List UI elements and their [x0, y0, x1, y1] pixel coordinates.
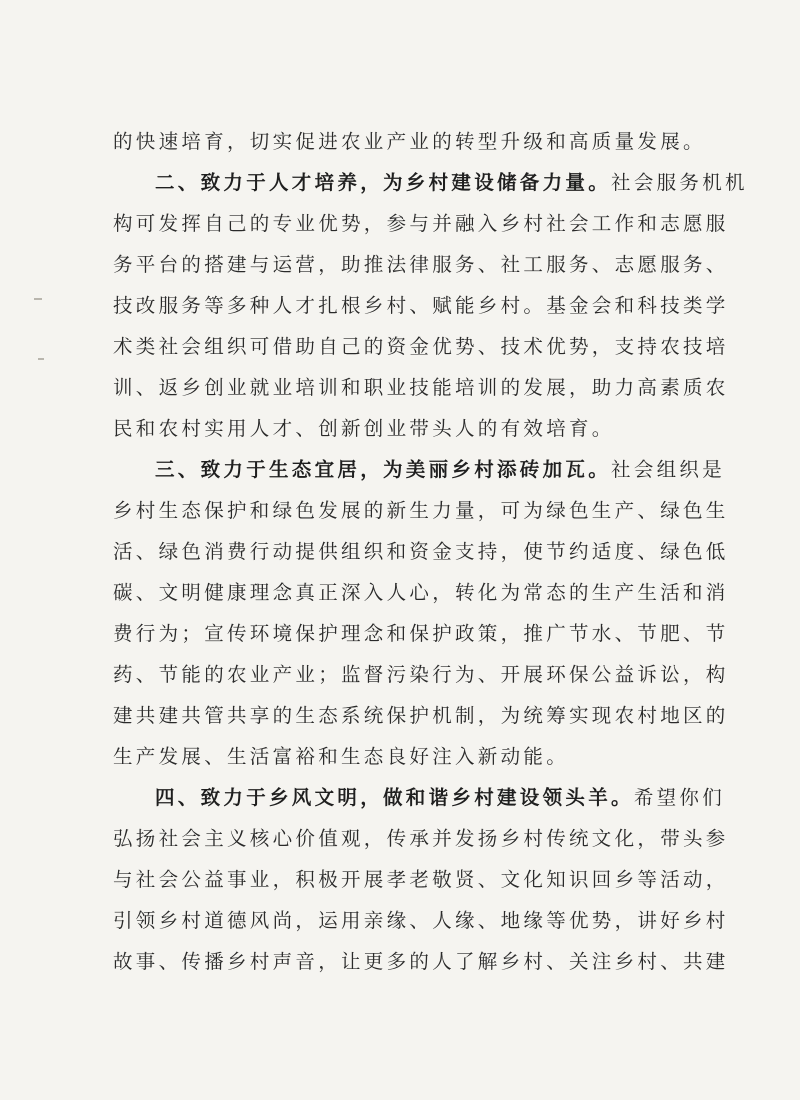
paragraph-line: 故事、传播乡村声音，让更多的人了解乡村、关注乡村、共建: [113, 950, 729, 973]
section-heading: 二、致力于人才培养，为乡村建设储备力量。: [155, 171, 612, 194]
paragraph-line: [155, 169, 748, 197]
scan-speck: [34, 298, 42, 300]
section-heading: 四、致力于乡风文明，做和谐乡村建设领头羊。: [155, 786, 634, 809]
section-lead-text: 社会服务机: [611, 171, 726, 194]
paragraph-line: 建共建共管共享的生态系统保护机制，为统筹实现农村地区的: [113, 704, 729, 727]
section-lead-text: 希望你: [633, 786, 703, 809]
paragraph-line: 生产发展、生活富裕和生态良好注入新动能。: [113, 745, 570, 768]
scan-speck: [38, 358, 44, 360]
paragraph-line: 技改服务等多种人才扎根乡村、赋能乡村。基金会和科技类学: [113, 294, 729, 317]
paragraph-line: 民和农村实用人才、创新创业带头人的有效培育。: [113, 417, 615, 440]
paragraph-line: [155, 784, 726, 812]
paragraph-line: 引领乡村道德风尚，运用亲缘、人缘、地缘等优势，讲好乡村: [113, 909, 729, 932]
line-tail: 机: [725, 171, 748, 194]
paragraph-line: 术类社会组织可借助自己的资金优势、技术优势，支持农技培: [113, 335, 729, 358]
paragraph-line: 务平台的搭建与运营，助推法律服务、社工服务、志愿服务、: [113, 253, 729, 276]
section-heading: 三、致力于生态宜居，为美丽乡村添砖加瓦。: [155, 458, 612, 481]
paragraph-line: 费行为；宣传环境保护理念和保护政策，推广节水、节肥、节: [113, 622, 729, 645]
paragraph-line: 乡村生态保护和绿色发展的新生力量，可为绿色生产、绿色生: [113, 499, 729, 522]
paragraph-line: 药、节能的农业产业；监督污染行为、开展环保公益诉讼，构: [113, 663, 729, 686]
line-tail: 们: [702, 786, 726, 809]
paragraph-line: 训、返乡创业就业培训和职业技能培训的发展，助力高素质农: [113, 376, 729, 399]
paragraph-line: 构可发挥自己的专业优势，参与并融入乡村社会工作和志愿服: [113, 212, 729, 235]
section-lead-text: 社会组织: [611, 458, 703, 481]
paragraph-line: 碳、文明健康理念真正深入人心，转化为常态的生产生活和消: [113, 581, 729, 604]
paragraph-line: 的快速培育，切实促进农业产业的转型升级和高质量发展。: [113, 130, 706, 153]
line-tail: 是: [702, 458, 726, 481]
paragraph-line: 弘扬社会主义核心价值观，传承并发扬乡村传统文化，带头参: [113, 827, 729, 850]
paragraph-line: 活、绿色消费行动提供组织和资金支持，使节约适度、绿色低: [113, 540, 729, 563]
paragraph-line: [155, 456, 726, 484]
paragraph-line: 与社会公益事业，积极开展孝老敬贤、文化知识回乡等活动，: [113, 868, 729, 891]
